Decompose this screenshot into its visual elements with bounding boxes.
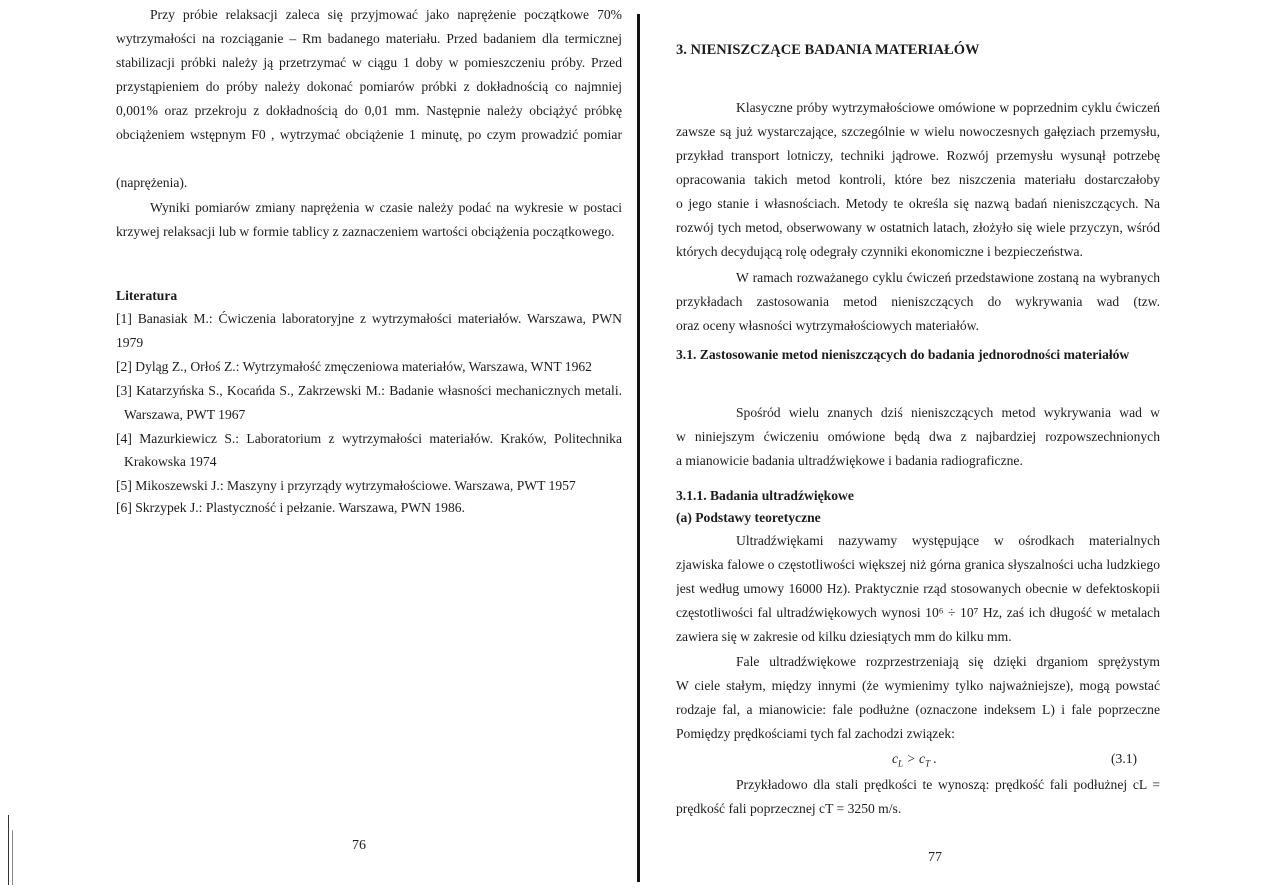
reference-line: 1979 xyxy=(116,335,144,350)
literature-heading: Literatura xyxy=(116,288,178,303)
reference-line: [5] Mikoszewski J.: Maszyny i przyrządy wytrzymałościowe. Warszawa, PWT 1957 xyxy=(116,478,576,493)
equation-number: (3.1) xyxy=(1111,751,1138,766)
text-line: stabilizacji próbki należy ją przetrzymać w ciągu 1 doby w pomieszczeniu próby. Przed xyxy=(116,55,622,70)
page-gutter-divider xyxy=(637,14,640,882)
text-line: Przykładowo dla stali prędkości te wynoszą: prędkość fali podłużnej cL = xyxy=(736,777,1160,792)
text-line: Fale ultradźwiękowe rozprzestrzeniają się dzięki drganiom sprężystym xyxy=(736,654,1160,669)
chapter-title: 3. NIENISZCZĄCE BADANIA MATERIAŁÓW xyxy=(676,42,980,58)
reference-line: Warszawa, PWT 1967 xyxy=(124,407,246,422)
text-line: częstotliwości fal ultradźwiękowych wynosi 10⁶ ÷ 10⁷ Hz, zaś ich długość w metalach xyxy=(676,605,1160,620)
reference-line: [3] Katarzyńska S., Kocańda S., Zakrzewski M.: Badanie własności mechanicznych metali. xyxy=(116,383,622,398)
text-line: W ramach rozważanego cyklu ćwiczeń przedstawione zostaną na wybranych xyxy=(736,270,1160,285)
reference-line: [1] Banasiak M.: Ćwiczenia laboratoryjne z wytrzymałości materiałów. Warszawa, PWN xyxy=(116,311,622,326)
text-line: przykładach zastosowania metod nieniszczących do wykrywania wad (tzw. xyxy=(676,294,1160,309)
text-line: Pomiędzy prędkościami tych fal zachodzi związek: xyxy=(676,726,955,741)
formula-3-1 xyxy=(892,751,937,769)
formula-symbol: c xyxy=(892,751,899,766)
text-line: rodzaje fal, a mianowicie: fale podłużne (oznaczone indeksem L) i fale poprzeczne xyxy=(676,702,1160,717)
reference-line: [6] Skrzypek J.: Plastyczność i pełzanie. Warszawa, PWN 1986. xyxy=(116,500,465,515)
text-line: rozwój tych metod, obserwowany w ostatnich latach, złożyło się wiele przyczyn, wśród xyxy=(676,220,1160,235)
text-line: Klasyczne próby wytrzymałościowe omówione w poprzednim cyklu ćwiczeń xyxy=(736,100,1160,115)
text-line: zjawiska falowe o częstotliwości większej niż górna granica słyszalności ucha ludzkiego xyxy=(676,557,1160,572)
text-line: wytrzymałości na rozciąganie – Rm badanego materiału. Przed badaniem dla termicznej xyxy=(116,31,622,46)
formula-tail: . xyxy=(930,751,937,766)
page-number-left: 76 xyxy=(352,838,366,853)
page-number-right: 77 xyxy=(928,850,942,865)
text-line: 0,001% oraz przekroju z dokładnością do 0,01 mm. Następnie należy obciążyć próbkę xyxy=(116,103,622,118)
text-line: krzywej relaksacji lub w formie tablicy z zaznaczeniem wartości obciążenia początkowego. xyxy=(116,224,615,239)
text-line: Ultradźwiękami nazywamy występujące w ośrodkach materialnych xyxy=(736,533,1160,548)
formula-subscript: L xyxy=(898,758,904,769)
scan-edge-mark xyxy=(8,815,9,885)
text-line: Spośród wielu znanych dziś nieniszczących metod wykrywania wad w xyxy=(736,405,1160,420)
text-line: prędkość fali poprzecznej cT = 3250 m/s. xyxy=(676,801,902,816)
section-heading: 3.1. Zastosowanie metod nieniszczących do badania jednorodności materiałów xyxy=(676,347,1130,362)
text-line: zawsze są już wystarczające, szczególnie w wielu nowoczesnych gałęziach przemysłu, xyxy=(676,124,1160,139)
formula-symbol: c xyxy=(919,751,926,766)
subsection-heading: (a) Podstawy teoretyczne xyxy=(676,510,821,525)
reference-line: Krakowska 1974 xyxy=(124,454,217,469)
text-line: oraz oceny własności wytrzymałościowych materiałów. xyxy=(676,318,979,333)
formula-operator: > xyxy=(903,751,920,766)
text-line: przykład transport lotniczy, techniki jądrowe. Rozwój przemysłu wysunął potrzebę xyxy=(676,148,1160,163)
text-line: Wyniki pomiarów zmiany naprężenia w czasie należy podać na wykresie w postaci xyxy=(150,200,622,215)
text-line: przystąpieniem do próby należy dokonać pomiarów próbki z dokładnością co najmniej xyxy=(116,79,622,94)
text-line: a mianowicie badania ultradźwiękowe i badania radiograficzne. xyxy=(676,453,1023,468)
text-line: obciążeniem wstępnym F0 , wytrzymać obciążenie 1 minutę, po czym prowadzić pomiar xyxy=(116,127,622,142)
text-line: opracowania takich metod kontroli, które bez niszczenia materiału dostarczałoby xyxy=(676,172,1160,187)
text-line: Przy próbie relaksacji zaleca się przyjmować jako naprężenie początkowe 70% xyxy=(150,7,622,22)
text-line: zawiera się w zakresie od kilku dziesiątych mm do kilku mm. xyxy=(676,629,1012,644)
text-line: których decydującą rolę odegrały czynniki ekonomiczne i bezpieczeństwa. xyxy=(676,244,1083,259)
section-heading: 3.1.1. Badania ultradźwiękowe xyxy=(676,488,854,503)
scan-edge-mark xyxy=(12,830,13,885)
text-line: o jego stanie i własnościach. Metody te określa się nazwą badań nieniszczących. Na xyxy=(676,196,1160,211)
text-line: W ciele stałym, między innymi (że wymienimy tylko najważniejsze), mogą powstać xyxy=(676,678,1160,693)
reference-line: [4] Mazurkiewicz S.: Laboratorium z wytrzymałości materiałów. Kraków, Politechnika xyxy=(116,431,622,446)
text-line: (naprężenia). xyxy=(116,175,188,190)
formula-subscript: T xyxy=(925,758,931,769)
text-line: w niniejszym ćwiczeniu omówione będą dwa z najbardziej rozpowszechnionych xyxy=(676,429,1160,444)
text-line: jest według umowy 16000 Hz). Praktycznie rząd stosowanych obecnie w defektoskopii xyxy=(676,581,1160,596)
reference-line: [2] Dyląg Z., Orłoś Z.: Wytrzymałość zmęczeniowa materiałów, Warszawa, WNT 1962 xyxy=(116,359,592,374)
